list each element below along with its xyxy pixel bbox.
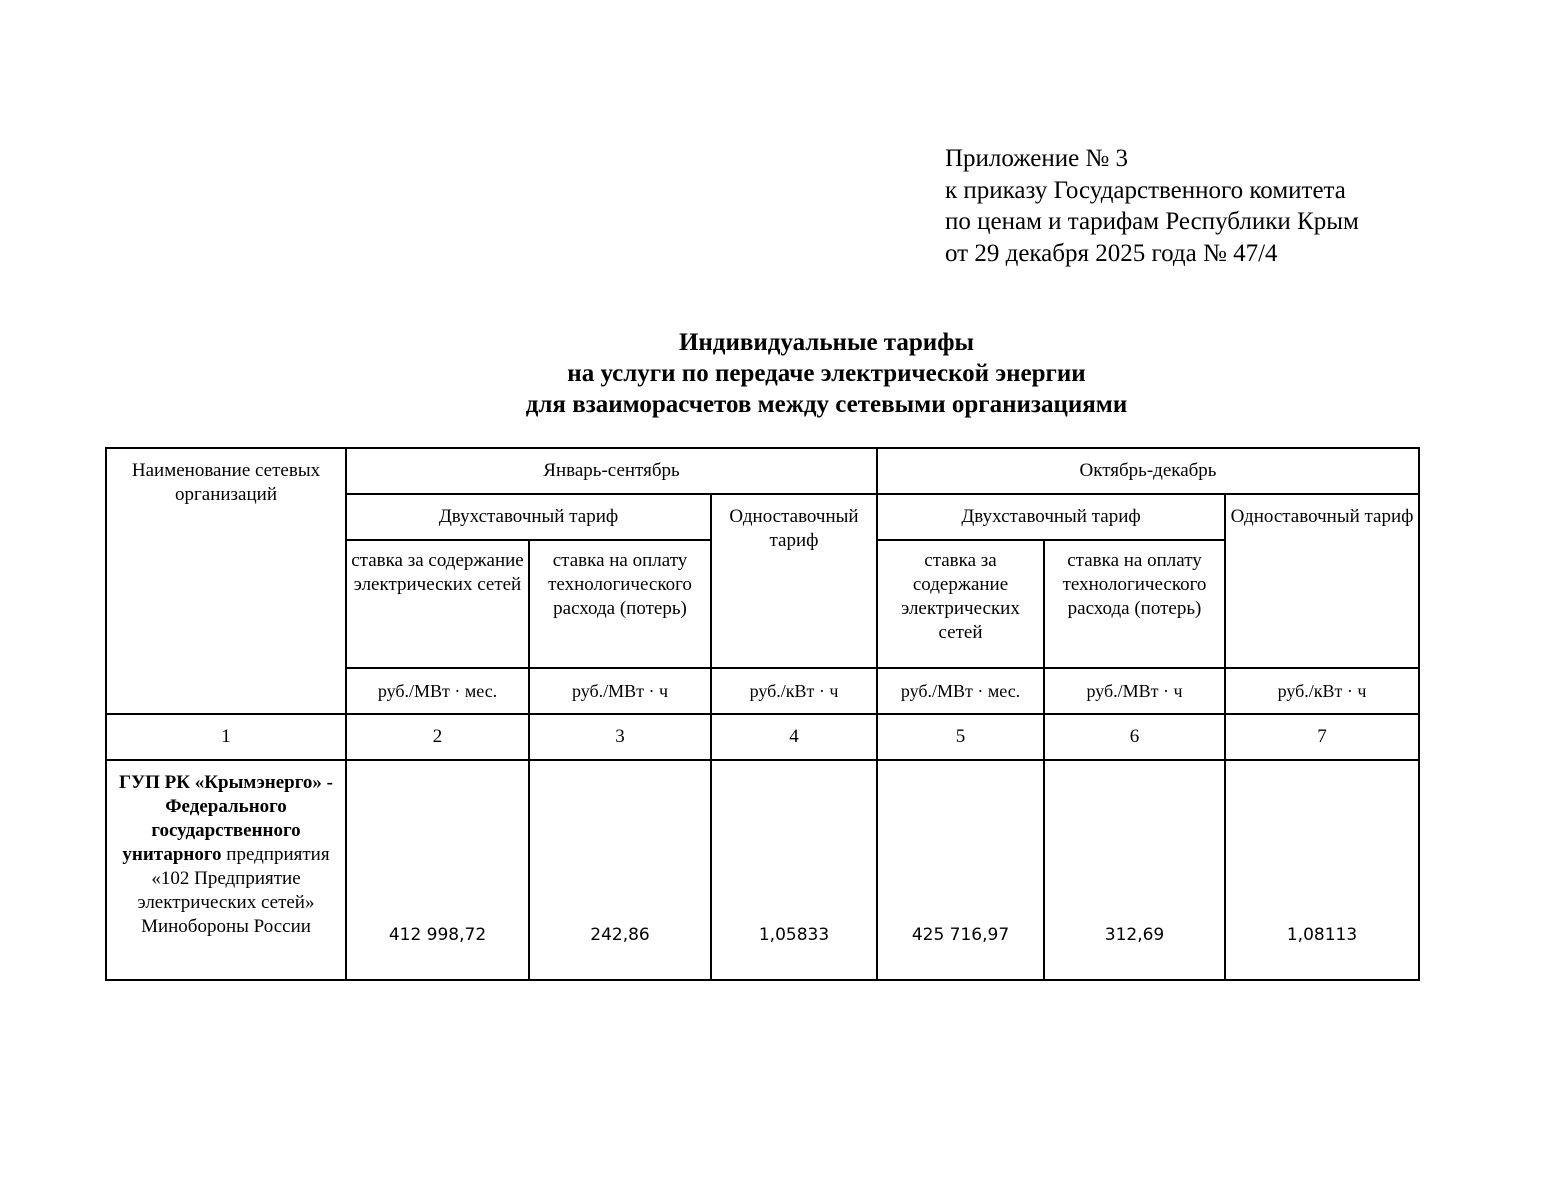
header-two-rate-oct-dec: Двухставочный тариф (877, 494, 1225, 540)
appendix-line-1: Приложение № 3 (945, 145, 1129, 172)
value-oct-dec-one-rate: 1,08113 (1225, 760, 1419, 980)
title-line-2: на услуги по передаче электрической энергии (567, 360, 1086, 387)
column-number-3: 3 (529, 714, 711, 760)
unit-col-2: руб./МВт · мес. (346, 668, 529, 714)
column-number-row (106, 714, 1419, 760)
unit-col-4: руб./кВт · ч (711, 668, 877, 714)
header-one-rate-jan-sep: Одноставочный тариф (711, 494, 877, 668)
column-number-2: 2 (346, 714, 529, 760)
header-period-jan-sep: Январь-сентябрь (346, 448, 877, 494)
header-one-rate-oct-dec: Одноставочный тариф (1225, 494, 1419, 668)
header-organization-name: Наименование сетевых организаций (106, 448, 346, 714)
organization-name-cell (106, 760, 346, 980)
header-losses-rate-jan-sep: ставка на оплату технологического расхода (потерь) (529, 540, 711, 668)
header-row-periods (106, 448, 1419, 494)
unit-col-7: руб./кВт · ч (1225, 668, 1419, 714)
column-number-1: 1 (106, 714, 346, 760)
column-number-7: 7 (1225, 714, 1419, 760)
unit-col-5: руб./МВт · мес. (877, 668, 1044, 714)
column-number-5: 5 (877, 714, 1044, 760)
header-maintenance-rate-oct-dec: ставка за содержание электрических сетей (877, 540, 1044, 668)
title-line-3: для взаиморасчетов между сетевыми организациями (525, 391, 1128, 418)
organization-name-bold: ГУП РК «Крымэнерго» - Федерального государственного унитарного (119, 772, 333, 865)
header-two-rate-jan-sep: Двухставочный тариф (346, 494, 711, 540)
value-jan-sep-maintenance: 412 998,72 (346, 760, 529, 980)
column-number-4: 4 (711, 714, 877, 760)
value-jan-sep-losses: 242,86 (529, 760, 711, 980)
tariff-table (105, 447, 1420, 981)
appendix-block (945, 143, 1359, 269)
value-jan-sep-one-rate: 1,05833 (711, 760, 877, 980)
table-row (106, 760, 1419, 980)
appendix-line-3: по ценам и тарифам Республики Крым (945, 208, 1359, 235)
unit-col-6: руб./МВт · ч (1044, 668, 1225, 714)
document-title (0, 327, 1553, 420)
appendix-line-2: к приказу Государственного комитета (945, 176, 1346, 204)
value-oct-dec-maintenance: 425 716,97 (877, 760, 1044, 980)
column-number-6: 6 (1044, 714, 1225, 760)
title-line-1: Индивидуальные тарифы (678, 329, 975, 356)
value-oct-dec-losses: 312,69 (1044, 760, 1225, 980)
organization-name-regular: предприятия «102 Предприятие электрических сетей» Минобороны России (137, 844, 330, 937)
appendix-line-4: от 29 декабря 2025 года № 47/4 (945, 239, 1278, 267)
header-period-oct-dec: Октябрь-декабрь (877, 448, 1419, 494)
header-losses-rate-oct-dec: ставка на оплату технологического расхода (потерь) (1044, 540, 1225, 668)
header-maintenance-rate-jan-sep: ставка за содержание электрических сетей (346, 540, 529, 668)
unit-col-3: руб./МВт · ч (529, 668, 711, 714)
